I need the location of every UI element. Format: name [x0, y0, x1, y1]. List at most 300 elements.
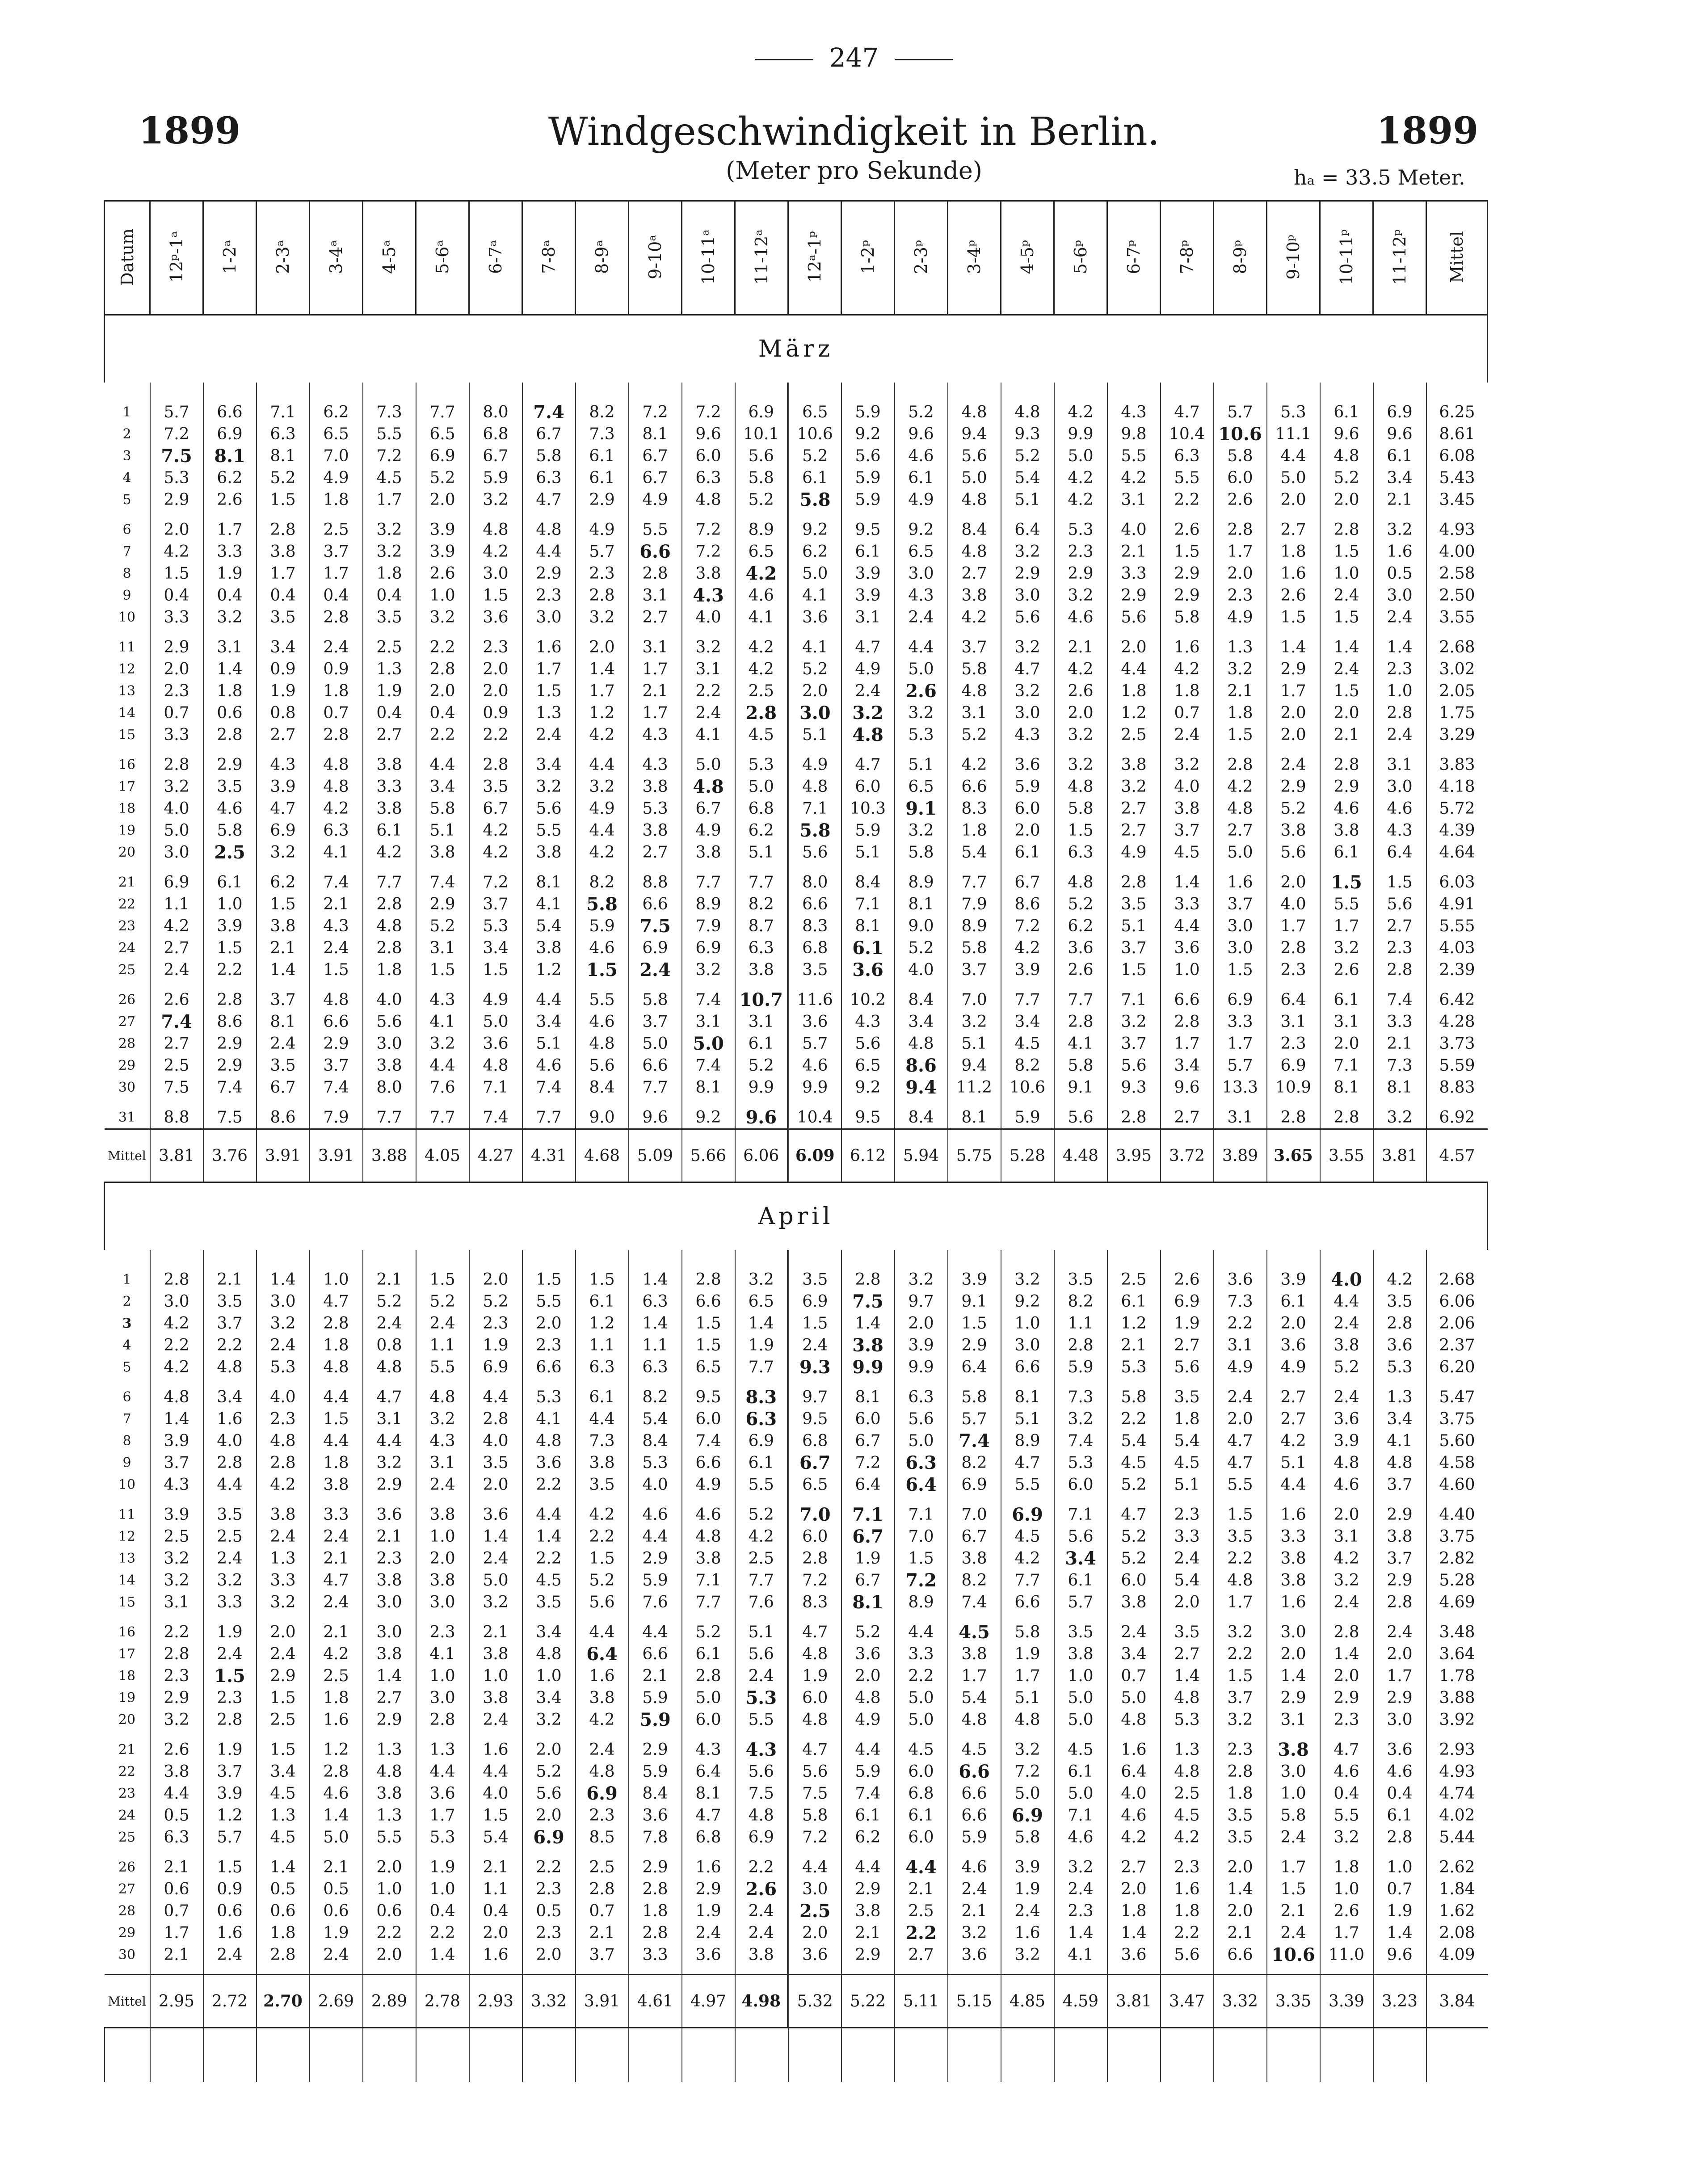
hourly-speed-cell: 3.6	[1107, 1944, 1161, 1975]
hourly-speed-cell: 3.8	[469, 1643, 522, 1665]
hourly-speed-cell: 4.8	[203, 1356, 257, 1386]
day-cell: 26	[105, 1856, 150, 1878]
hourly-speed-cell: 2.7	[150, 1033, 203, 1055]
hourly-speed-cell: 4.3	[682, 585, 735, 606]
hourly-speed-cell: 1.5	[1320, 606, 1373, 636]
hourly-speed-cell: 0.7	[1161, 702, 1214, 724]
hourly-speed-cell: 7.2	[841, 1452, 895, 1474]
hourly-speed-cell: 1.9	[469, 1334, 522, 1356]
hourly-speed-cell: 7.7	[363, 1106, 416, 1129]
hourly-speed-cell: 3.7	[310, 1055, 363, 1077]
hourly-speed-cell: 5.9	[576, 915, 629, 937]
hourly-speed-cell: 2.4	[1373, 724, 1426, 754]
hourly-speed-cell: 9.6	[895, 423, 948, 445]
hourly-speed-cell: 4.2	[576, 1504, 629, 1526]
hourly-speed-cell: 4.0	[150, 798, 203, 820]
hourly-speed-cell: 5.2	[522, 1761, 576, 1783]
daily-mean-cell: 6.42	[1426, 989, 1488, 1011]
hourly-mean-cell: 3.72	[1161, 1129, 1214, 1182]
hourly-speed-cell: 7.1	[1054, 1804, 1107, 1826]
hourly-speed-cell: 2.5	[735, 1548, 788, 1569]
hourly-speed-cell: 3.7	[1161, 820, 1214, 841]
hourly-speed-cell: 1.5	[522, 680, 576, 702]
hourly-speed-cell: 3.6	[1161, 937, 1214, 959]
hourly-speed-cell: 6.1	[895, 1804, 948, 1826]
hourly-speed-cell: 4.1	[788, 585, 841, 606]
hourly-speed-cell: 3.1	[841, 606, 895, 636]
hourly-speed-cell: 6.5	[310, 423, 363, 445]
hourly-speed-cell: 3.0	[1373, 1709, 1426, 1739]
hourly-speed-cell: 1.7	[257, 563, 310, 585]
daily-mean-cell: 3.55	[1426, 606, 1488, 636]
hourly-speed-cell: 2.6	[1161, 1269, 1214, 1291]
hourly-speed-cell: 7.0	[788, 1504, 841, 1526]
hourly-speed-cell: 8.1	[948, 1106, 1001, 1129]
hourly-speed-cell: 3.3	[257, 1569, 310, 1591]
hourly-speed-cell: 5.2	[416, 467, 469, 489]
hourly-speed-cell: 6.5	[735, 541, 788, 563]
column-header-hour	[1214, 201, 1267, 315]
hourly-speed-cell: 8.6	[895, 1055, 948, 1077]
hourly-speed-cell: 3.6	[682, 1944, 735, 1975]
hourly-speed-cell: 2.5	[1161, 1783, 1214, 1804]
hourly-speed-cell: 7.9	[310, 1106, 363, 1129]
column-header-label: Mittel	[1447, 231, 1467, 283]
hourly-speed-cell: 1.8	[203, 680, 257, 702]
hourly-speed-cell: 3.8	[629, 776, 682, 798]
hourly-mean-cell: 2.95	[150, 1975, 203, 2028]
hourly-speed-cell: 6.6	[788, 893, 841, 915]
hourly-speed-cell: 1.3	[257, 1548, 310, 1569]
hourly-speed-cell: 2.8	[682, 1269, 735, 1291]
hourly-speed-cell: 3.2	[682, 636, 735, 658]
hourly-mean-cell: 2.89	[363, 1975, 416, 2028]
hourly-speed-cell: 1.4	[1373, 1922, 1426, 1944]
hourly-speed-cell: 4.5	[363, 467, 416, 489]
hourly-speed-cell: 1.4	[203, 658, 257, 680]
hourly-speed-cell: 7.4	[682, 1055, 735, 1077]
hourly-speed-cell: 3.5	[203, 776, 257, 798]
hourly-speed-cell: 1.7	[522, 658, 576, 680]
hourly-speed-cell: 3.2	[469, 489, 522, 519]
hourly-speed-cell: 5.2	[735, 489, 788, 519]
hourly-speed-cell: 5.2	[1054, 893, 1107, 915]
hourly-speed-cell: 8.1	[1320, 1077, 1373, 1106]
hourly-speed-cell: 4.2	[363, 841, 416, 871]
hourly-speed-cell: 6.7	[841, 1569, 895, 1591]
hourly-speed-cell: 1.4	[1161, 1665, 1214, 1687]
hourly-speed-cell: 7.3	[576, 423, 629, 445]
hourly-speed-cell: 4.2	[150, 1312, 203, 1334]
hourly-speed-cell: 4.8	[1161, 1761, 1214, 1783]
hourly-speed-cell: 1.8	[310, 1334, 363, 1356]
hourly-speed-cell: 5.6	[841, 1033, 895, 1055]
hourly-speed-cell: 4.7	[1107, 1504, 1161, 1526]
hourly-speed-cell: 5.0	[1214, 841, 1267, 871]
hourly-speed-cell: 1.3	[522, 702, 576, 724]
hourly-speed-cell: 4.1	[1373, 1430, 1426, 1452]
hourly-speed-cell: 8.2	[735, 893, 788, 915]
hourly-speed-cell: 1.0	[1267, 1783, 1320, 1804]
hourly-speed-cell: 3.0	[416, 1591, 469, 1621]
hourly-speed-cell: 1.4	[1161, 871, 1214, 893]
hourly-speed-cell: 3.6	[1054, 937, 1107, 959]
hourly-speed-cell: 9.1	[895, 798, 948, 820]
hourly-speed-cell: 4.8	[469, 519, 522, 541]
hourly-speed-cell: 4.7	[522, 489, 576, 519]
hourly-speed-cell: 5.6	[576, 1591, 629, 1621]
hourly-speed-cell: 3.2	[576, 606, 629, 636]
hourly-speed-cell: 2.0	[1267, 871, 1320, 893]
hourly-speed-cell: 3.3	[1267, 1526, 1320, 1548]
hourly-speed-cell: 1.7	[363, 489, 416, 519]
hourly-speed-cell: 6.1	[576, 445, 629, 467]
column-header-hour	[735, 201, 788, 315]
hourly-speed-cell: 4.9	[788, 754, 841, 776]
hourly-speed-cell: 4.4	[629, 1621, 682, 1643]
hourly-speed-cell: 6.4	[682, 1761, 735, 1783]
hourly-speed-cell: 2.7	[1373, 915, 1426, 937]
daily-mean-cell: 5.47	[1426, 1386, 1488, 1408]
hourly-mean-cell: 5.09	[629, 1129, 682, 1182]
hourly-speed-cell: 3.0	[1373, 585, 1426, 606]
hourly-speed-cell: 5.2	[1320, 467, 1373, 489]
day-cell: 6	[105, 1386, 150, 1408]
hourly-speed-cell: 2.4	[257, 1033, 310, 1055]
hourly-speed-cell: 2.4	[1107, 1621, 1161, 1643]
hourly-speed-cell: 4.4	[150, 1783, 203, 1804]
day-cell: 11	[105, 636, 150, 658]
table-row	[105, 1356, 1488, 1386]
hourly-speed-cell: 2.4	[1161, 724, 1214, 754]
daily-mean-cell: 2.37	[1426, 1334, 1488, 1356]
hourly-speed-cell: 3.8	[257, 915, 310, 937]
hourly-speed-cell: 3.8	[522, 937, 576, 959]
hourly-speed-cell: 2.8	[416, 1709, 469, 1739]
hourly-speed-cell: 3.1	[735, 1011, 788, 1033]
hourly-speed-cell: 4.4	[576, 820, 629, 841]
hourly-speed-cell: 3.2	[1320, 937, 1373, 959]
hourly-speed-cell: 5.3	[1107, 1356, 1161, 1386]
hourly-speed-cell: 2.2	[522, 1856, 576, 1878]
hourly-speed-cell: 0.6	[150, 1878, 203, 1900]
hourly-speed-cell: 3.3	[895, 1643, 948, 1665]
hourly-speed-cell: 3.8	[150, 1761, 203, 1783]
daily-mean-cell: 2.05	[1426, 680, 1488, 702]
hourly-speed-cell: 1.5	[203, 937, 257, 959]
hourly-speed-cell: 1.7	[629, 702, 682, 724]
hourly-speed-cell: 2.0	[150, 519, 203, 541]
hourly-speed-cell: 2.4	[1001, 1900, 1054, 1922]
table-row	[105, 1291, 1488, 1312]
hourly-speed-cell: 9.7	[788, 1386, 841, 1408]
hourly-speed-cell: 5.1	[416, 820, 469, 841]
hourly-speed-cell: 4.9	[629, 489, 682, 519]
hourly-speed-cell: 2.4	[257, 1643, 310, 1665]
hourly-speed-cell: 4.2	[576, 1709, 629, 1739]
hourly-speed-cell: 1.7	[1373, 1665, 1426, 1687]
hourly-speed-cell: 5.9	[841, 489, 895, 519]
hourly-speed-cell: 4.8	[948, 680, 1001, 702]
hourly-speed-cell: 6.8	[682, 1826, 735, 1856]
hourly-speed-cell: 2.4	[257, 1526, 310, 1548]
hourly-speed-cell: 2.3	[1214, 585, 1267, 606]
hourly-mean-cell: 2.69	[310, 1975, 363, 2028]
column-header-hour	[1054, 201, 1107, 315]
hourly-speed-cell: 6.1	[788, 467, 841, 489]
hourly-speed-cell: 3.9	[203, 915, 257, 937]
hourly-speed-cell: 2.4	[1267, 754, 1320, 776]
hourly-speed-cell: 4.0	[469, 1783, 522, 1804]
table-row	[105, 1621, 1488, 1643]
hourly-speed-cell: 4.2	[310, 1643, 363, 1665]
day-cell: 10	[105, 1474, 150, 1504]
hourly-speed-cell: 4.1	[310, 841, 363, 871]
day-cell: 16	[105, 1621, 150, 1643]
hourly-speed-cell: 3.2	[895, 1269, 948, 1291]
hourly-speed-cell: 3.4	[257, 636, 310, 658]
hourly-speed-cell: 2.5	[576, 1856, 629, 1878]
daily-mean-cell: 8.83	[1426, 1077, 1488, 1106]
hourly-speed-cell: 10.2	[841, 989, 895, 1011]
hourly-speed-cell: 3.9	[1001, 1856, 1054, 1878]
hourly-speed-cell: 2.9	[1373, 1687, 1426, 1709]
hourly-speed-cell: 6.3	[310, 820, 363, 841]
column-header-date	[105, 201, 150, 315]
hourly-speed-cell: 3.8	[1320, 1334, 1373, 1356]
hourly-speed-cell: 2.1	[1214, 1922, 1267, 1944]
hourly-speed-cell: 1.4	[257, 1856, 310, 1878]
hourly-speed-cell: 4.2	[310, 798, 363, 820]
hourly-speed-cell: 4.8	[1001, 401, 1054, 423]
hourly-speed-cell: 4.5	[257, 1783, 310, 1804]
hourly-speed-cell: 0.4	[363, 702, 416, 724]
column-header-row	[105, 201, 1488, 315]
hourly-speed-cell: 3.8	[682, 563, 735, 585]
column-header-label: 6-7ᵃ	[486, 240, 505, 274]
hourly-speed-cell: 1.0	[1001, 1312, 1054, 1334]
hourly-speed-cell: 4.2	[735, 1526, 788, 1548]
hourly-speed-cell: 6.0	[1107, 1569, 1161, 1591]
hourly-speed-cell: 2.3	[1373, 937, 1426, 959]
hourly-speed-cell: 7.7	[735, 871, 788, 893]
hourly-speed-cell: 2.1	[1373, 489, 1426, 519]
hourly-speed-cell: 4.8	[841, 1687, 895, 1709]
hourly-speed-cell: 6.3	[895, 1452, 948, 1474]
hourly-speed-cell: 5.6	[1161, 1944, 1214, 1975]
hourly-speed-cell: 5.2	[257, 467, 310, 489]
hourly-speed-cell: 11.1	[1267, 423, 1320, 445]
hourly-speed-cell: 3.3	[150, 606, 203, 636]
hourly-speed-cell: 7.4	[203, 1077, 257, 1106]
column-header-label: 7-8ᵃ	[539, 240, 559, 274]
hourly-speed-cell: 6.8	[788, 937, 841, 959]
hourly-speed-cell: 3.8	[1107, 754, 1161, 776]
daily-mean-cell: 2.58	[1426, 563, 1488, 585]
hourly-speed-cell: 2.1	[1267, 1900, 1320, 1922]
hourly-speed-cell: 2.8	[1267, 937, 1320, 959]
hourly-speed-cell: 7.2	[469, 871, 522, 893]
column-header-label: 3-4ᵖ	[964, 240, 984, 274]
hourly-speed-cell: 11.0	[1320, 1944, 1373, 1975]
hourly-speed-cell: 4.4	[1161, 915, 1214, 937]
hourly-speed-cell: 3.7	[1107, 1033, 1161, 1055]
hourly-speed-cell: 2.0	[416, 1548, 469, 1569]
hourly-speed-cell: 7.3	[363, 401, 416, 423]
hourly-mean-cell: 5.15	[948, 1975, 1001, 2028]
hourly-speed-cell: 3.8	[948, 1643, 1001, 1665]
hourly-speed-cell: 2.4	[1373, 606, 1426, 636]
hourly-speed-cell: 5.0	[1001, 1783, 1054, 1804]
table-row	[105, 1334, 1488, 1356]
hourly-speed-cell: 6.4	[1001, 519, 1054, 541]
hourly-speed-cell: 1.7	[203, 519, 257, 541]
hourly-speed-cell: 4.7	[1214, 1452, 1267, 1474]
hourly-speed-cell: 1.5	[310, 1408, 363, 1430]
hourly-speed-cell: 1.4	[841, 1312, 895, 1334]
hourly-speed-cell: 2.8	[576, 585, 629, 606]
column-header-hour	[682, 201, 735, 315]
hourly-speed-cell: 1.6	[1267, 1504, 1320, 1526]
hourly-speed-cell: 1.4	[1267, 636, 1320, 658]
hourly-speed-cell: 5.5	[363, 1826, 416, 1856]
hourly-speed-cell: 1.5	[1214, 724, 1267, 754]
daily-mean-cell: 2.39	[1426, 959, 1488, 989]
hourly-speed-cell: 4.0	[363, 989, 416, 1011]
hourly-speed-cell: 1.9	[203, 563, 257, 585]
hourly-speed-cell: 3.6	[788, 606, 841, 636]
hourly-speed-cell: 6.1	[841, 1804, 895, 1826]
hourly-speed-cell: 3.5	[1054, 1621, 1107, 1643]
hourly-speed-cell: 2.7	[1161, 1643, 1214, 1665]
hourly-speed-cell: 2.2	[150, 1621, 203, 1643]
hourly-speed-cell: 5.5	[1001, 1474, 1054, 1504]
hourly-speed-cell: 1.4	[1107, 1922, 1161, 1944]
hourly-speed-cell: 6.3	[150, 1826, 203, 1856]
hourly-speed-cell: 3.2	[150, 1569, 203, 1591]
day-cell: 15	[105, 1591, 150, 1621]
hourly-speed-cell: 2.4	[1320, 1312, 1373, 1334]
hourly-speed-cell: 5.1	[1001, 1687, 1054, 1709]
hourly-speed-cell: 4.0	[203, 1430, 257, 1452]
hourly-speed-cell: 4.0	[469, 1430, 522, 1452]
hourly-speed-cell: 5.8	[1001, 1621, 1054, 1643]
hourly-speed-cell: 3.0	[363, 1033, 416, 1055]
hourly-speed-cell: 10.3	[841, 798, 895, 820]
hourly-speed-cell: 2.0	[1320, 702, 1373, 724]
hourly-speed-cell: 0.4	[310, 585, 363, 606]
hourly-speed-cell: 2.4	[1161, 1548, 1214, 1569]
hourly-speed-cell: 7.3	[1373, 1055, 1426, 1077]
daily-mean-cell: 4.18	[1426, 776, 1488, 798]
hourly-speed-cell: 2.0	[150, 658, 203, 680]
column-header-label: 11-12ᵃ	[752, 229, 771, 285]
hourly-speed-cell: 1.8	[1320, 1856, 1373, 1878]
hourly-speed-cell: 3.7	[1214, 1687, 1267, 1709]
hourly-speed-cell: 4.2	[1054, 489, 1107, 519]
hourly-speed-cell: 2.5	[363, 636, 416, 658]
hourly-speed-cell: 3.2	[1214, 658, 1267, 680]
hourly-speed-cell: 2.7	[1267, 1386, 1320, 1408]
hourly-speed-cell: 4.7	[310, 1291, 363, 1312]
hourly-speed-cell: 4.5	[1001, 1526, 1054, 1548]
hourly-speed-cell: 4.6	[788, 1055, 841, 1077]
hourly-speed-cell: 2.3	[1161, 1504, 1214, 1526]
hourly-speed-cell: 1.6	[1373, 541, 1426, 563]
hourly-speed-cell: 4.2	[1161, 1826, 1214, 1856]
hourly-speed-cell: 5.8	[576, 893, 629, 915]
hourly-speed-cell: 4.3	[257, 754, 310, 776]
hourly-speed-cell: 2.4	[735, 1665, 788, 1687]
hourly-speed-cell: 7.4	[948, 1591, 1001, 1621]
hourly-speed-cell: 5.0	[682, 1687, 735, 1709]
hourly-speed-cell: 1.1	[469, 1878, 522, 1900]
hourly-speed-cell: 2.8	[841, 1269, 895, 1291]
hourly-speed-cell: 2.4	[416, 1312, 469, 1334]
hourly-speed-cell: 2.9	[629, 1739, 682, 1761]
hourly-speed-cell: 3.7	[469, 893, 522, 915]
hourly-speed-cell: 1.7	[948, 1665, 1001, 1687]
daily-mean-cell: 5.72	[1426, 798, 1488, 820]
column-header-hour	[150, 201, 203, 315]
hourly-speed-cell: 3.8	[363, 1055, 416, 1077]
day-cell: 22	[105, 893, 150, 915]
hourly-speed-cell: 2.0	[1214, 1408, 1267, 1430]
hourly-speed-cell: 2.9	[310, 1033, 363, 1055]
hourly-speed-cell: 3.2	[416, 1408, 469, 1430]
day-cell: 29	[105, 1055, 150, 1077]
hourly-speed-cell: 3.6	[363, 1504, 416, 1526]
hourly-speed-cell: 3.4	[1107, 1643, 1161, 1665]
hourly-speed-cell: 9.4	[948, 423, 1001, 445]
hourly-speed-cell: 3.0	[1267, 1761, 1320, 1783]
hourly-speed-cell: 1.3	[1373, 1386, 1426, 1408]
hourly-speed-cell: 0.4	[416, 702, 469, 724]
hourly-speed-cell: 1.9	[682, 1900, 735, 1922]
day-cell: 16	[105, 754, 150, 776]
hourly-speed-cell: 2.0	[788, 680, 841, 702]
hourly-speed-cell: 2.8	[576, 1878, 629, 1900]
column-header-hour	[469, 201, 522, 315]
hourly-speed-cell: 7.7	[1001, 989, 1054, 1011]
hourly-speed-cell: 0.8	[363, 1334, 416, 1356]
hourly-speed-cell: 9.1	[948, 1291, 1001, 1312]
hourly-speed-cell: 5.0	[682, 754, 735, 776]
hourly-speed-cell: 3.1	[1320, 1011, 1373, 1033]
hourly-speed-cell: 2.0	[1267, 1643, 1320, 1665]
daily-mean-cell: 3.83	[1426, 754, 1488, 776]
hourly-speed-cell: 4.8	[788, 1643, 841, 1665]
column-header-label: 4-5ᵃ	[379, 240, 399, 274]
hourly-speed-cell: 3.5	[257, 606, 310, 636]
hourly-speed-cell: 3.7	[257, 989, 310, 1011]
hourly-speed-cell: 5.3	[1161, 1709, 1214, 1739]
hourly-speed-cell: 1.6	[203, 1922, 257, 1944]
hourly-speed-cell: 2.3	[1054, 541, 1107, 563]
day-cell: 24	[105, 1804, 150, 1826]
hourly-speed-cell: 6.9	[788, 1291, 841, 1312]
hourly-speed-cell: 4.3	[735, 1739, 788, 1761]
hourly-speed-cell: 2.8	[1373, 1826, 1426, 1856]
hourly-speed-cell: 2.8	[150, 1269, 203, 1291]
column-header-hour	[1001, 201, 1054, 315]
hourly-speed-cell: 7.1	[257, 401, 310, 423]
page-subtitle: (Meter pro Sekunde)	[726, 156, 982, 185]
hourly-speed-cell: 3.3	[629, 1944, 682, 1975]
hourly-speed-cell: 7.1	[1320, 1055, 1373, 1077]
hourly-speed-cell: 5.9	[1054, 1356, 1107, 1386]
hourly-speed-cell: 3.2	[682, 959, 735, 989]
